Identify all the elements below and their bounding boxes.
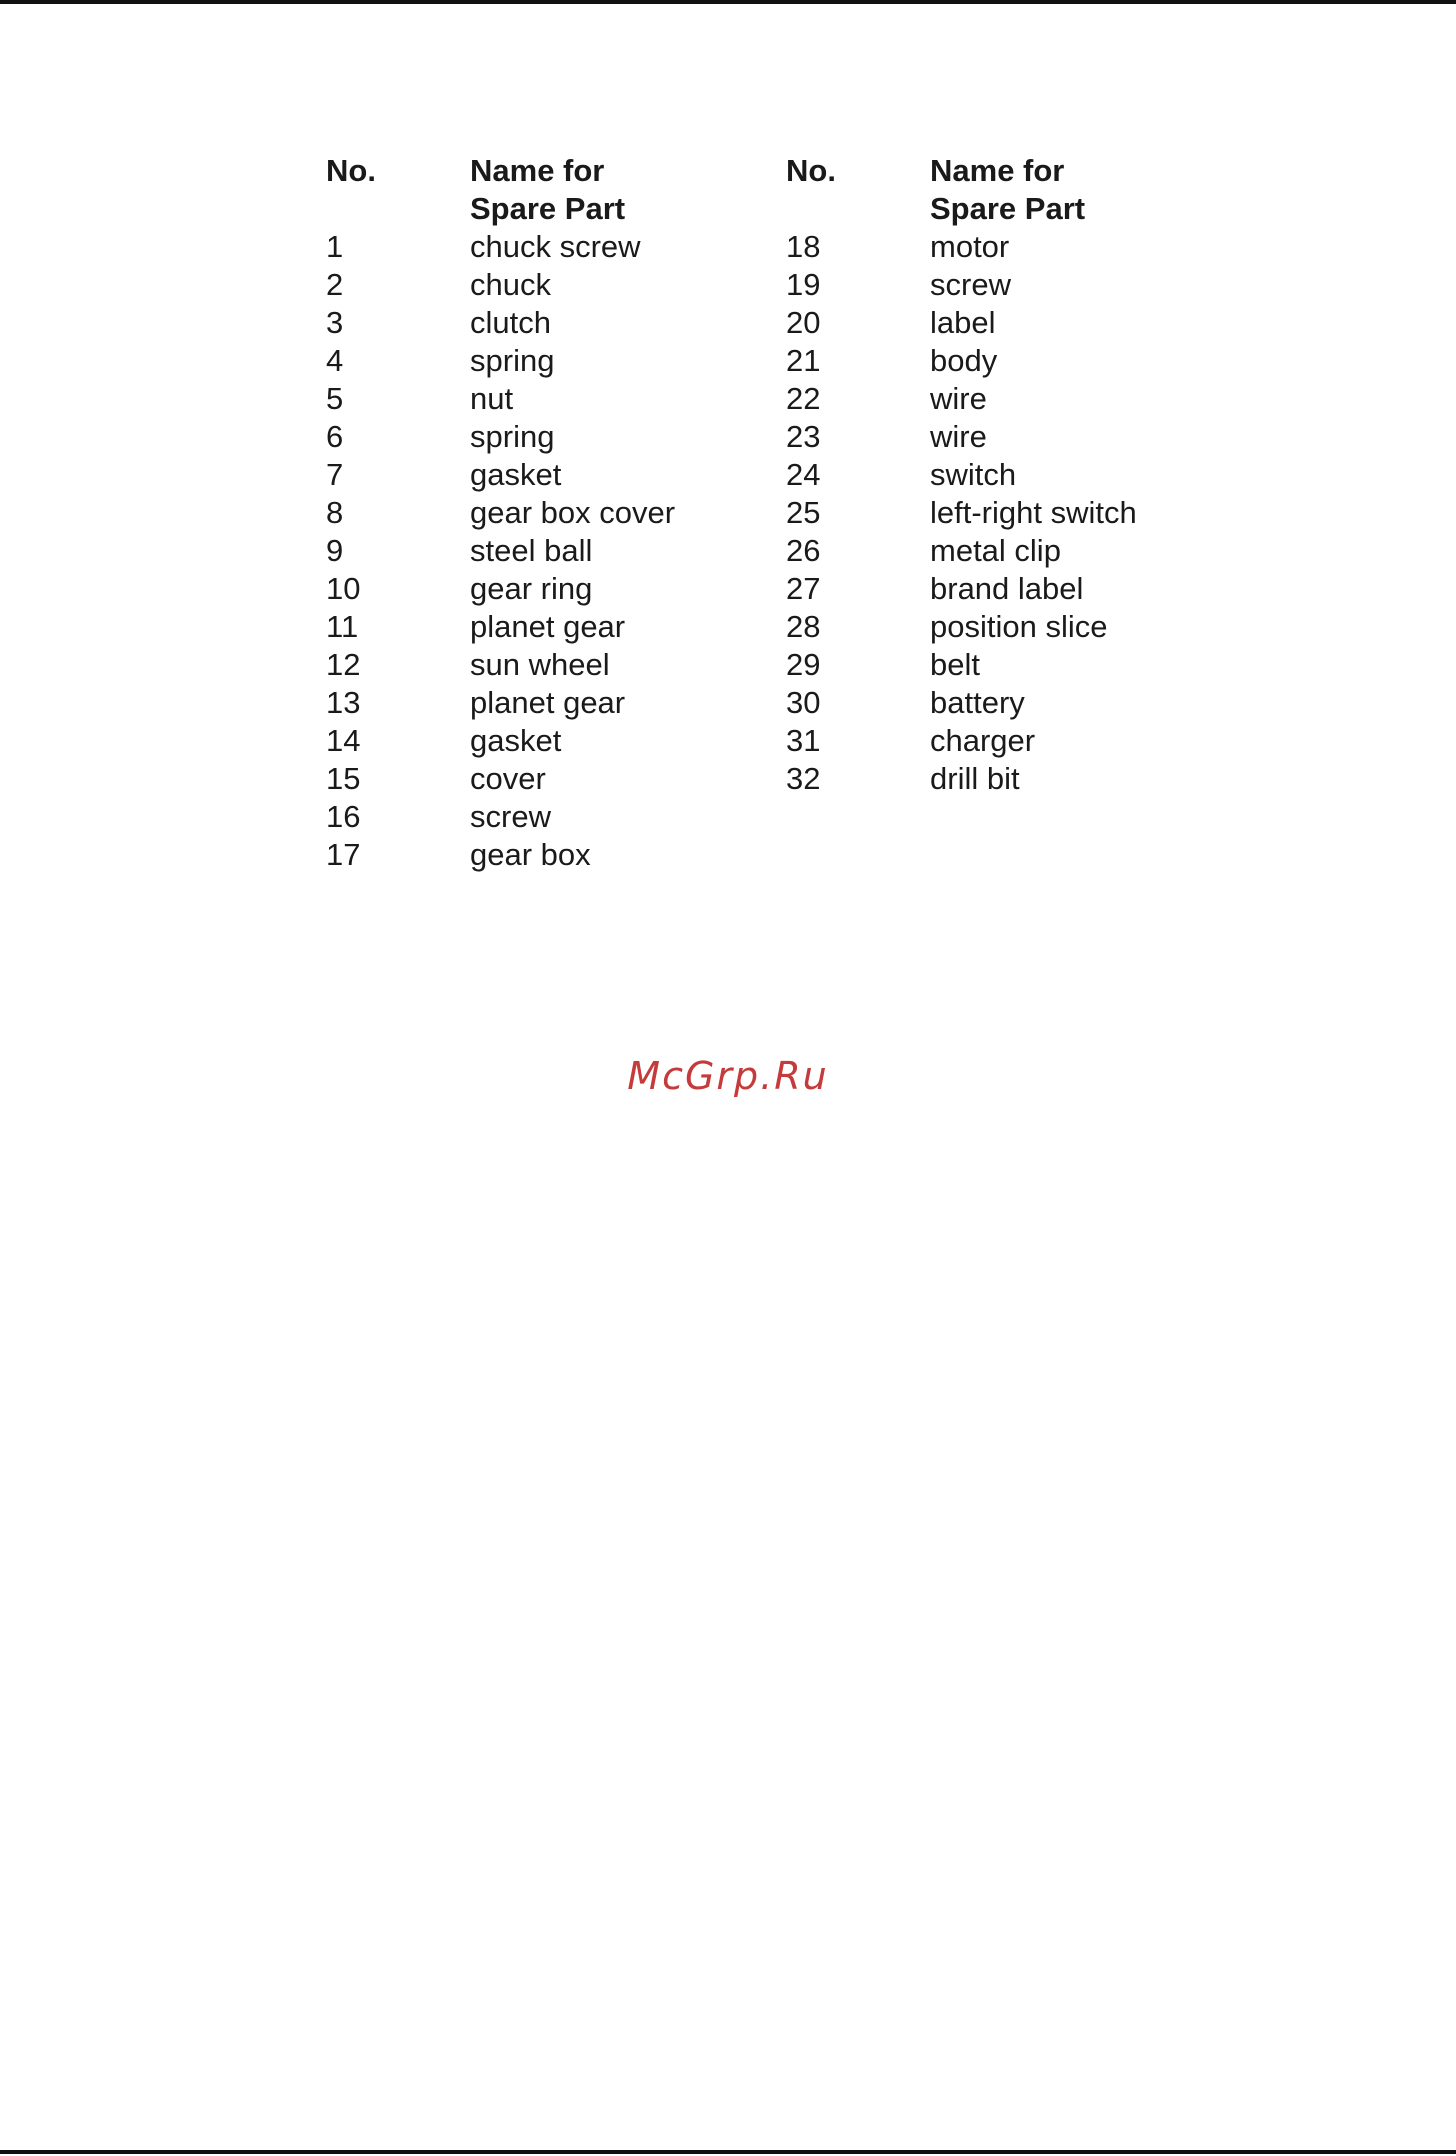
part-number: 8 <box>326 495 344 530</box>
part-name: chuck screw <box>470 229 641 264</box>
part-number: 29 <box>786 647 821 682</box>
part-name: screw <box>470 799 551 834</box>
part-number: 18 <box>786 229 821 264</box>
part-number: 3 <box>326 305 344 340</box>
part-number: 6 <box>326 419 344 454</box>
bottom-rule <box>0 2150 1456 2154</box>
part-number: 30 <box>786 685 821 720</box>
part-number: 31 <box>786 723 821 758</box>
part-name: cover <box>470 761 546 796</box>
part-name: gear ring <box>470 571 593 606</box>
part-name: steel ball <box>470 533 593 568</box>
header-name-line2-left: Spare Part <box>470 191 626 226</box>
header-name-line1-left: Name for <box>470 153 605 188</box>
header-no-left: No. <box>326 153 376 188</box>
part-number: 26 <box>786 533 821 568</box>
part-name: motor <box>930 229 1010 264</box>
part-name: nut <box>470 381 514 416</box>
header-no-right: No. <box>786 153 836 188</box>
part-number: 24 <box>786 457 821 492</box>
part-number: 2 <box>326 267 344 302</box>
part-number: 12 <box>326 647 361 682</box>
part-name: wire <box>930 419 987 454</box>
part-number: 16 <box>326 799 361 834</box>
top-rule <box>0 0 1456 4</box>
header-name-line2-right: Spare Part <box>930 191 1086 226</box>
part-name: switch <box>930 457 1017 492</box>
part-number: 27 <box>786 571 821 606</box>
part-name: gear box cover <box>470 495 676 530</box>
part-name: charger <box>930 723 1036 758</box>
part-number: 14 <box>326 723 361 758</box>
part-name: clutch <box>470 305 551 340</box>
part-name: label <box>930 305 996 340</box>
part-name: drill bit <box>930 761 1020 796</box>
watermark-text: McGrp.Ru <box>627 1054 829 1098</box>
part-number: 11 <box>326 609 359 644</box>
part-number: 23 <box>786 419 821 454</box>
part-number: 25 <box>786 495 821 530</box>
header-name-line1-right: Name for <box>930 153 1065 188</box>
part-name: planet gear <box>470 609 626 644</box>
part-name: body <box>930 343 998 378</box>
part-name: spring <box>470 343 555 378</box>
part-name: gasket <box>470 723 562 758</box>
part-name: belt <box>930 647 980 682</box>
part-number: 32 <box>786 761 821 796</box>
part-number: 19 <box>786 267 821 302</box>
part-name: left-right switch <box>930 495 1137 530</box>
part-name: battery <box>930 685 1025 720</box>
part-name: wire <box>930 381 987 416</box>
part-number: 9 <box>326 533 344 568</box>
part-name: metal clip <box>930 533 1061 568</box>
part-number: 17 <box>326 837 361 872</box>
part-name: gasket <box>470 457 562 492</box>
part-number: 28 <box>786 609 821 644</box>
part-name: sun wheel <box>470 647 610 682</box>
part-number: 1 <box>326 229 344 264</box>
part-name: planet gear <box>470 685 626 720</box>
part-number: 10 <box>326 571 361 606</box>
part-name: chuck <box>470 267 551 302</box>
part-number: 15 <box>326 761 361 796</box>
part-name: spring <box>470 419 555 454</box>
part-name: position slice <box>930 609 1108 644</box>
part-number: 21 <box>786 343 821 378</box>
part-name: gear box <box>470 837 591 872</box>
part-number: 4 <box>326 343 344 378</box>
part-number: 20 <box>786 305 821 340</box>
part-number: 5 <box>326 381 344 416</box>
part-name: brand label <box>930 571 1084 606</box>
part-name: screw <box>930 267 1011 302</box>
part-number: 13 <box>326 685 361 720</box>
part-number: 7 <box>326 457 344 492</box>
part-number: 22 <box>786 381 821 416</box>
